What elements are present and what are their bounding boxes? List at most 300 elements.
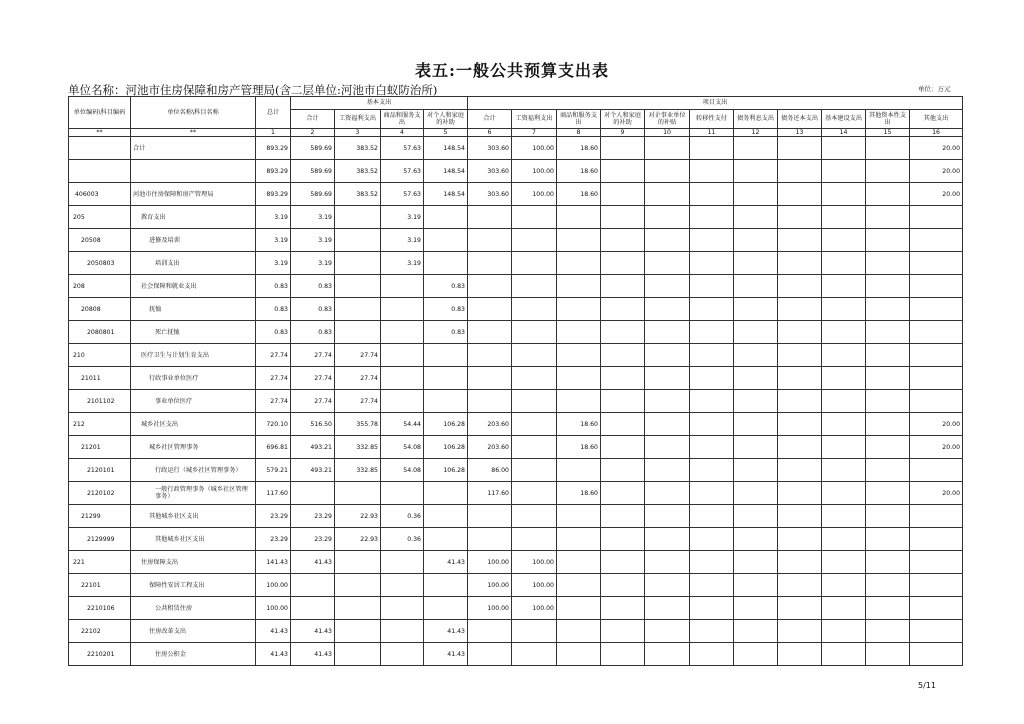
row-value [734, 413, 778, 436]
row-value [468, 298, 512, 321]
row-value: 355.78 [335, 413, 381, 436]
row-value [866, 528, 910, 551]
row-value [468, 367, 512, 390]
column-index-cell: ** [131, 129, 256, 137]
row-value: 383.52 [335, 183, 381, 206]
row-value [601, 298, 645, 321]
row-value [690, 643, 734, 666]
row-value [690, 321, 734, 344]
row-value: 332.85 [335, 436, 381, 459]
row-value: 100.00 [512, 137, 557, 160]
row-code: 406003 [69, 183, 131, 206]
row-value [335, 643, 381, 666]
row-value [557, 528, 601, 551]
row-value [910, 298, 963, 321]
row-value [424, 344, 468, 367]
column-index-cell: 4 [381, 129, 424, 137]
row-value [866, 321, 910, 344]
row-value [557, 229, 601, 252]
row-value [601, 620, 645, 643]
row-value: 148.54 [424, 183, 468, 206]
row-value: 20.00 [910, 183, 963, 206]
row-name: 抚恤 [131, 298, 256, 321]
row-value [381, 298, 424, 321]
row-value [512, 321, 557, 344]
row-value: 3.19 [256, 229, 291, 252]
table-row [69, 367, 963, 390]
row-value [601, 321, 645, 344]
row-value [734, 229, 778, 252]
row-value [822, 390, 866, 413]
row-value [778, 505, 822, 528]
row-value [645, 367, 690, 390]
row-value: 0.83 [424, 275, 468, 298]
row-value: 41.43 [291, 551, 335, 574]
row-value: 3.19 [291, 229, 335, 252]
row-value [910, 505, 963, 528]
row-value [866, 459, 910, 482]
row-value [601, 206, 645, 229]
row-value: 106.28 [424, 436, 468, 459]
row-value [778, 482, 822, 505]
row-value: 0.83 [256, 321, 291, 344]
row-value [335, 551, 381, 574]
row-value [512, 459, 557, 482]
row-value: 41.43 [256, 620, 291, 643]
row-value [734, 298, 778, 321]
row-name: 进修及培训 [131, 229, 256, 252]
unit-name: 单位名称：河池市住房保障和房产管理局(含二层单位:河池市白蚁防治所) [68, 83, 438, 97]
row-value: 3.19 [256, 252, 291, 275]
table-row [69, 620, 963, 643]
row-value: 41.43 [424, 643, 468, 666]
row-value [335, 321, 381, 344]
row-value [557, 390, 601, 413]
row-value [645, 321, 690, 344]
row-value [866, 229, 910, 252]
row-value [866, 482, 910, 505]
table-row [69, 275, 963, 298]
row-value [381, 643, 424, 666]
row-value [557, 298, 601, 321]
row-value [866, 183, 910, 206]
row-code: 2210201 [69, 643, 131, 666]
row-value [866, 275, 910, 298]
row-value [866, 206, 910, 229]
row-value: 100.00 [512, 160, 557, 183]
row-value [778, 137, 822, 160]
row-value [381, 551, 424, 574]
table-row [69, 137, 963, 160]
row-value: 54.44 [381, 413, 424, 436]
row-value [866, 620, 910, 643]
row-name: 河池市住房保障和房产管理局 [131, 183, 256, 206]
row-value: 383.52 [335, 137, 381, 160]
row-value [468, 252, 512, 275]
table-row [69, 643, 963, 666]
row-value: 23.29 [256, 505, 291, 528]
row-value [424, 229, 468, 252]
row-value [910, 574, 963, 597]
row-value: 18.60 [557, 436, 601, 459]
row-value [424, 505, 468, 528]
row-value [645, 574, 690, 597]
row-value: 117.60 [468, 482, 512, 505]
row-value [468, 206, 512, 229]
row-value [291, 597, 335, 620]
table-row [69, 436, 963, 459]
row-value [822, 643, 866, 666]
row-value [690, 482, 734, 505]
row-value [601, 643, 645, 666]
row-value [335, 298, 381, 321]
row-value [557, 643, 601, 666]
table-row [69, 229, 963, 252]
row-value: 41.43 [424, 551, 468, 574]
row-value: 54.08 [381, 459, 424, 482]
row-value [557, 597, 601, 620]
row-value: 0.83 [291, 275, 335, 298]
row-code [69, 160, 131, 183]
row-value [822, 367, 866, 390]
row-value [822, 206, 866, 229]
row-value: 3.19 [381, 252, 424, 275]
col-header-project-goods: 商品和服务支出 [557, 110, 601, 129]
row-value: 720.10 [256, 413, 291, 436]
table-row [69, 551, 963, 574]
row-code: 2101102 [69, 390, 131, 413]
row-value: 0.36 [381, 528, 424, 551]
row-value [601, 597, 645, 620]
col-header-project-construction: 基本建设支出 [822, 110, 866, 129]
row-value: 303.60 [468, 137, 512, 160]
row-value [645, 390, 690, 413]
row-value: 589.69 [291, 183, 335, 206]
row-value [512, 206, 557, 229]
row-value: 303.60 [468, 183, 512, 206]
row-value [822, 436, 866, 459]
row-value [910, 344, 963, 367]
row-value [778, 206, 822, 229]
row-name: 事业单位医疗 [131, 390, 256, 413]
row-value [645, 482, 690, 505]
row-value [645, 275, 690, 298]
row-value [822, 298, 866, 321]
row-name: 行政事业单位医疗 [131, 367, 256, 390]
row-value [778, 344, 822, 367]
column-index-cell: 8 [557, 129, 601, 137]
row-value [381, 482, 424, 505]
column-index-cell: 1 [256, 129, 291, 137]
row-value: 100.00 [468, 574, 512, 597]
budget-table [68, 96, 963, 666]
table-row [69, 298, 963, 321]
row-value: 3.19 [291, 252, 335, 275]
row-value [822, 275, 866, 298]
column-index-cell: 5 [424, 129, 468, 137]
row-value: 893.29 [256, 137, 291, 160]
row-value: 493.21 [291, 436, 335, 459]
row-value: 148.54 [424, 137, 468, 160]
row-code: 22102 [69, 620, 131, 643]
row-value: 589.69 [291, 137, 335, 160]
row-value [468, 275, 512, 298]
row-value: 27.74 [291, 390, 335, 413]
row-value [778, 367, 822, 390]
row-value [822, 551, 866, 574]
row-value: 27.74 [335, 367, 381, 390]
row-name: 死亡抚恤 [131, 321, 256, 344]
row-value [512, 275, 557, 298]
row-value: 20.00 [910, 482, 963, 505]
col-header-project-transfer: 转移性支付 [690, 110, 734, 129]
row-value [335, 574, 381, 597]
row-value [778, 528, 822, 551]
row-value: 23.29 [291, 505, 335, 528]
row-value [822, 229, 866, 252]
row-value [910, 551, 963, 574]
row-value [734, 505, 778, 528]
col-header-basic-salary: 工资福利支出 [335, 110, 381, 129]
row-code: 21201 [69, 436, 131, 459]
page-number: 5/11 [918, 681, 936, 690]
row-value [866, 390, 910, 413]
row-value [910, 321, 963, 344]
row-value [512, 436, 557, 459]
row-value [734, 390, 778, 413]
row-code: 221 [69, 551, 131, 574]
table-row [69, 482, 963, 505]
row-value [645, 413, 690, 436]
row-value [468, 229, 512, 252]
column-index-cell: 6 [468, 129, 512, 137]
row-value [734, 252, 778, 275]
report-title: 表五:一般公共预算支出表 [415, 61, 609, 80]
table-row [69, 505, 963, 528]
row-value [910, 597, 963, 620]
row-value [424, 206, 468, 229]
row-value: 20.00 [910, 413, 963, 436]
row-value [734, 574, 778, 597]
row-value [734, 183, 778, 206]
row-value: 106.28 [424, 459, 468, 482]
row-value [910, 643, 963, 666]
column-index-cell: 11 [690, 129, 734, 137]
col-header-project-total: 合计 [468, 110, 512, 129]
col-header-basic-total: 合计 [291, 110, 335, 129]
row-value [690, 436, 734, 459]
row-value: 86.00 [468, 459, 512, 482]
row-value [557, 321, 601, 344]
row-code: 22101 [69, 574, 131, 597]
row-value [381, 574, 424, 597]
row-value [690, 252, 734, 275]
row-name: 行政运行（城乡社区管理事务） [131, 459, 256, 482]
row-value: 100.00 [256, 574, 291, 597]
row-value [335, 620, 381, 643]
row-value [690, 390, 734, 413]
row-value: 22.93 [335, 528, 381, 551]
column-index-cell: 12 [734, 129, 778, 137]
table-row [69, 528, 963, 551]
row-value: 383.52 [335, 160, 381, 183]
row-value: 0.83 [424, 298, 468, 321]
row-name [131, 160, 256, 183]
row-value [512, 367, 557, 390]
table-row [69, 252, 963, 275]
row-value [424, 252, 468, 275]
row-value: 18.60 [557, 137, 601, 160]
row-value [778, 390, 822, 413]
row-value: 3.19 [381, 206, 424, 229]
col-header-project-salary: 工资福利支出 [512, 110, 557, 129]
row-value [557, 275, 601, 298]
row-value [822, 252, 866, 275]
row-value [645, 183, 690, 206]
row-value [910, 620, 963, 643]
row-value: 27.74 [335, 390, 381, 413]
row-value: 18.60 [557, 160, 601, 183]
col-header-total: 总计 [256, 97, 291, 129]
row-value: 203.60 [468, 413, 512, 436]
row-value [778, 597, 822, 620]
row-value [822, 459, 866, 482]
row-value: 3.19 [381, 229, 424, 252]
row-value [557, 620, 601, 643]
row-value: 41.43 [291, 620, 335, 643]
row-value: 0.36 [381, 505, 424, 528]
row-value [645, 505, 690, 528]
row-value [734, 643, 778, 666]
row-value: 696.81 [256, 436, 291, 459]
row-value [734, 137, 778, 160]
row-value [866, 137, 910, 160]
row-value: 0.83 [424, 321, 468, 344]
unit-label: 单位：万元 [918, 85, 951, 93]
col-header-code: 单位编码\科目编码 [69, 97, 131, 129]
col-header-name: 单位名称\科目名称 [131, 97, 256, 129]
row-value [822, 321, 866, 344]
col-header-project-personal: 对个人和家庭的补助 [601, 110, 645, 129]
row-value [645, 206, 690, 229]
row-value [734, 275, 778, 298]
row-value [291, 574, 335, 597]
row-value [910, 367, 963, 390]
row-value [335, 206, 381, 229]
row-value [601, 436, 645, 459]
row-name: 其他城乡社区支出 [131, 528, 256, 551]
row-value [468, 620, 512, 643]
table-row [69, 574, 963, 597]
row-value: 18.60 [557, 183, 601, 206]
row-value [734, 551, 778, 574]
row-value [778, 436, 822, 459]
row-value [557, 459, 601, 482]
row-code: 208 [69, 275, 131, 298]
row-value [822, 344, 866, 367]
row-value [866, 597, 910, 620]
table-row [69, 321, 963, 344]
row-value: 27.74 [291, 344, 335, 367]
row-value [645, 643, 690, 666]
row-value [866, 344, 910, 367]
col-header-project-enterprise: 对企事业单位的补贴 [645, 110, 690, 129]
row-value [778, 275, 822, 298]
row-value [512, 390, 557, 413]
row-value: 106.28 [424, 413, 468, 436]
row-value [645, 252, 690, 275]
row-name: 住房公积金 [131, 643, 256, 666]
row-value [468, 643, 512, 666]
table-row [69, 390, 963, 413]
col-header-basic-goods: 商品和服务支出 [381, 110, 424, 129]
row-value [645, 298, 690, 321]
col-header-project: 项目支出 [468, 97, 963, 110]
col-header-basic-personal: 对个人和家庭的补助 [424, 110, 468, 129]
row-value [512, 344, 557, 367]
row-value [557, 551, 601, 574]
row-value [734, 344, 778, 367]
row-value: 3.19 [256, 206, 291, 229]
row-code: 2120102 [69, 482, 131, 505]
row-value [645, 597, 690, 620]
row-value [778, 321, 822, 344]
row-code: 20808 [69, 298, 131, 321]
row-value [734, 206, 778, 229]
row-value [690, 275, 734, 298]
row-value [778, 551, 822, 574]
row-value [512, 528, 557, 551]
row-value: 100.00 [468, 551, 512, 574]
row-value [734, 160, 778, 183]
table-row [69, 206, 963, 229]
row-value [645, 620, 690, 643]
row-value [690, 344, 734, 367]
row-value [512, 298, 557, 321]
row-value [557, 344, 601, 367]
row-name: 医疗卫生与计划生育支出 [131, 344, 256, 367]
table-row [69, 344, 963, 367]
row-value: 589.69 [291, 160, 335, 183]
row-value [601, 367, 645, 390]
row-value [690, 459, 734, 482]
row-value [424, 528, 468, 551]
row-value [690, 574, 734, 597]
row-value [690, 137, 734, 160]
col-header-project-other: 其他支出 [910, 110, 963, 129]
column-index-cell: 14 [822, 129, 866, 137]
row-value: 493.21 [291, 459, 335, 482]
row-value: 100.00 [512, 551, 557, 574]
row-value: 893.29 [256, 160, 291, 183]
row-value [866, 160, 910, 183]
row-value: 100.00 [468, 597, 512, 620]
row-name: 城乡社区支出 [131, 413, 256, 436]
row-value: 27.74 [256, 344, 291, 367]
row-value [512, 643, 557, 666]
row-value [512, 252, 557, 275]
row-value [690, 413, 734, 436]
row-name: 公共租赁住房 [131, 597, 256, 620]
row-value [468, 528, 512, 551]
row-value [866, 551, 910, 574]
row-name: 城乡社区管理事务 [131, 436, 256, 459]
row-value: 3.19 [291, 206, 335, 229]
row-value [734, 459, 778, 482]
row-value [734, 528, 778, 551]
column-index-cell: 2 [291, 129, 335, 137]
row-value [601, 413, 645, 436]
